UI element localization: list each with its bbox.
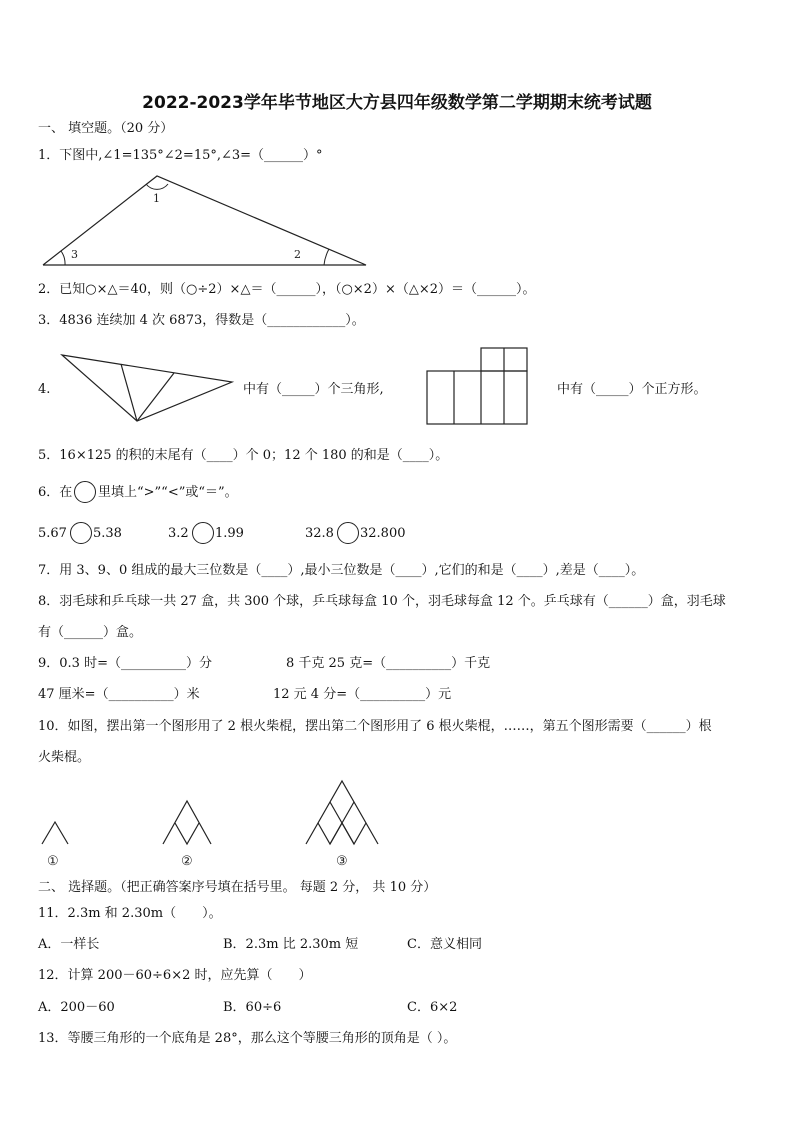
question-11-option-a[interactable]: A．一样长 xyxy=(38,937,100,952)
angle-1-label: 1 xyxy=(153,192,160,205)
compare-b-right: 1.99 xyxy=(215,526,244,541)
section-2-heading: 二、 选择题。（把正确答案序号填在括号里。 每题 2 分， 共 10 分） xyxy=(38,880,437,895)
question-4-squares-text: 中有（_____）个正方形。 xyxy=(557,382,707,397)
page-title: 2022-2023学年毕节地区大方县四年级数学第二学期期末统考试题 xyxy=(142,93,652,113)
question-6-pre: 6．在 xyxy=(38,485,73,500)
compare-a-right: 5.38 xyxy=(93,526,122,541)
question-9-d: 12 元 4 分=（__________）元 xyxy=(273,687,452,702)
compare-c-right: 32.800 xyxy=(360,526,406,541)
question-2: 2．已知○×△＝40，则（○÷2）×△＝（______），（○×2）×（△×2）＝（______）。 xyxy=(38,282,536,297)
section-1-heading: 一、 填空题。（20 分） xyxy=(38,121,174,136)
question-12-option-c[interactable]: C．6×2 xyxy=(407,1000,458,1015)
question-8-line-1: 8．羽毛球和乒乓球一共 27 盒，共 300 个球，乒乓球每盒 10 个，羽毛球每盒 12 个。乒乓球有（______）盒，羽毛球 xyxy=(38,594,726,609)
question-9-a: 9．0.3 时=（__________）分 xyxy=(38,656,212,671)
question-6-post: 里填上“>”“<”或“＝”。 xyxy=(98,485,238,500)
question-12-stem: 12．计算 200－60÷6×2 时，应先算（ ） xyxy=(38,968,312,983)
compare-a-left: 5.67 xyxy=(38,526,67,541)
question-8-line-2: 有（______）盒。 xyxy=(38,625,143,640)
question-4-number: 4. xyxy=(38,382,51,397)
question-4-triangles-text: 中有（_____）个三角形, xyxy=(243,382,384,397)
question-3: 3．4836 连续加 4 次 6873，得数是（____________）。 xyxy=(38,313,365,328)
question-12-option-a[interactable]: A．200－60 xyxy=(38,1000,115,1015)
compare-c-left: 32.8 xyxy=(305,526,334,541)
question-9-b: 8 千克 25 克=（__________）千克 xyxy=(286,656,491,671)
question-10-line-1: 10．如图，摆出第一个图形用了 2 根火柴棍，摆出第二个图形用了 6 根火柴棍，……，第五个图形需要（______）根 xyxy=(38,719,712,734)
compare-b-left: 3.2 xyxy=(168,526,189,541)
question-1: 1．下图中,∠1=135°∠2=15°,∠3=（______）° xyxy=(38,148,323,163)
question-11-option-c[interactable]: C．意义相同 xyxy=(407,937,482,952)
question-9-c: 47 厘米=（__________）米 xyxy=(38,687,200,702)
angle-3-label: 3 xyxy=(71,248,78,261)
question-5: 5．16×125 的积的末尾有（____）个 0；12 个 180 的和是（____）。 xyxy=(38,448,449,463)
question-12-option-b[interactable]: B．60÷6 xyxy=(223,1000,282,1015)
question-11-option-b[interactable]: B．2.3m 比 2.30m 短 xyxy=(223,937,359,952)
question-10-line-2: 火柴棍。 xyxy=(38,750,91,765)
question-13-stem: 13．等腰三角形的一个底角是 28°，那么这个等腰三角形的顶角是（ ）。 xyxy=(38,1031,457,1046)
question-11-stem: 11．2.3m 和 2.30m（ ）。 xyxy=(38,906,222,921)
angle-2-label: 2 xyxy=(294,248,301,261)
figure-1-label: ① xyxy=(47,854,59,869)
figure-2-label: ② xyxy=(181,854,193,869)
question-7: 7．用 3、9、0 组成的最大三位数是（____）,最小三位数是（____）,它们的和是（____）,差是（____）。 xyxy=(38,563,645,578)
figure-3-label: ③ xyxy=(336,854,348,869)
